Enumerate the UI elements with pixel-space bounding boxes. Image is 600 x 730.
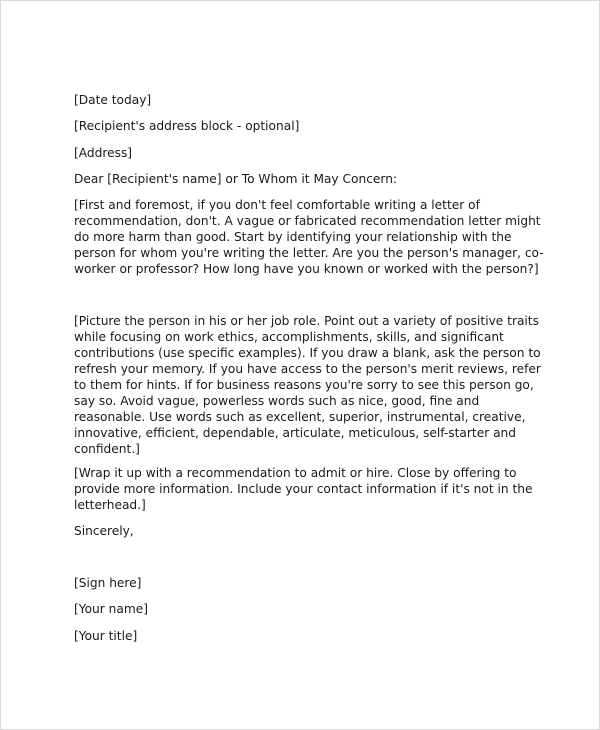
paragraph-line: recommendation, don't. A vague or fabricated recommendation letter might <box>74 214 541 228</box>
address-line: [Address] <box>74 146 133 160</box>
paragraph-line: say so. Avoid vague, powerless words such as nice, good, fine and <box>74 394 480 408</box>
paragraph-line: contributions (use specific examples). If you draw a blank, ask the person to <box>74 346 541 360</box>
paragraph-traits <box>74 313 541 457</box>
salutation: Dear [Recipient's name] or To Whom it May Concern: <box>74 172 398 186</box>
sign-here-line: [Sign here] <box>74 576 142 590</box>
paragraph-closing <box>74 465 534 513</box>
paragraph-line: person for whom you're writing the letter. Are you the person's manager, co- <box>74 246 544 260</box>
paragraph-line: do more harm than good. Start by identifying your relationship with the <box>74 230 512 244</box>
paragraph-line: confident.] <box>74 442 140 456</box>
paragraph-line: refresh your memory. If you have access to the person's merit reviews, refer <box>74 362 541 376</box>
paragraph-line: innovative, efficient, dependable, articulate, meticulous, self-starter and <box>74 426 517 440</box>
paragraph-line: provide more information. Include your contact information if it's not in the <box>74 482 533 496</box>
recipient-address-block: [Recipient's address block - optional] <box>74 119 300 133</box>
paragraph-relationship <box>74 197 544 277</box>
paragraph-line: worker or professor? How long have you known or worked with the person?] <box>74 262 539 276</box>
paragraph-line: [First and foremost, if you don't feel comfortable writing a letter of <box>74 198 480 212</box>
your-title-line: [Your title] <box>74 629 138 643</box>
your-name-line: [Your name] <box>74 602 148 616</box>
paragraph-line: reasonable. Use words such as excellent, superior, instrumental, creative, <box>74 410 526 424</box>
closing-sincerely: Sincerely, <box>74 524 134 538</box>
paragraph-line: while focusing on work ethics, accomplishments, skills, and significant <box>74 330 504 344</box>
paragraph-line: letterhead.] <box>74 498 146 512</box>
paragraph-line: [Wrap it up with a recommendation to admit or hire. Close by offering to <box>74 466 517 480</box>
paragraph-line: [Picture the person in his or her job role. Point out a variety of positive traits <box>74 314 539 328</box>
date-line: [Date today] <box>74 93 152 107</box>
paragraph-line: to them for hints. If for business reasons you're sorry to see this person go, <box>74 378 534 392</box>
